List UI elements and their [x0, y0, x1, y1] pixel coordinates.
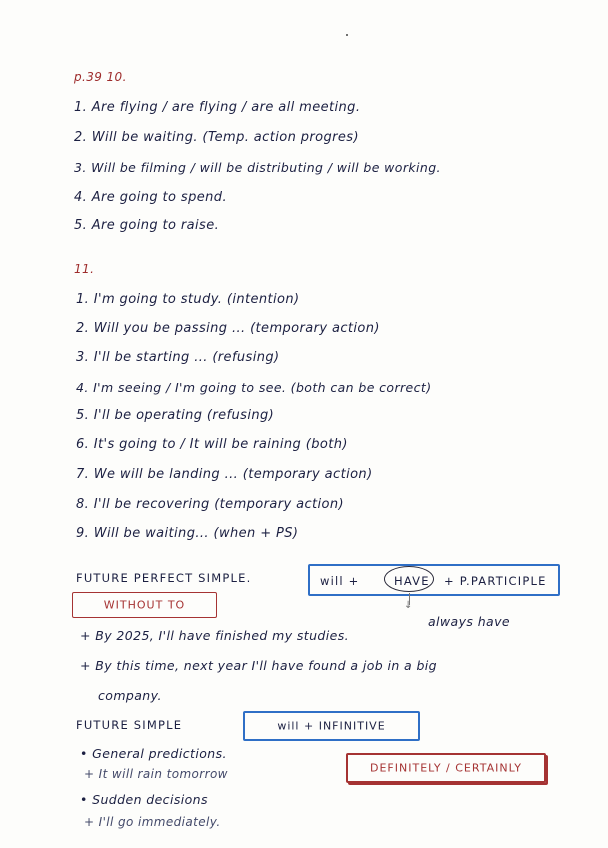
future-perfect-formula-box [308, 564, 560, 596]
stray-dot [346, 34, 348, 36]
exercise-10-line-2: 2. Will be waiting. (Temp. action progres) [74, 130, 359, 145]
exercise-11-line-9: 9. Will be waiting... (when + PS) [76, 526, 299, 541]
have-circle [384, 566, 434, 592]
exercise-10-line-4: 4. Are going to spend. [74, 190, 227, 205]
exercise-10-line-1: 1. Are flying / are flying / are all meeting. [74, 100, 361, 115]
have-arrow-head: ↓ [404, 600, 413, 611]
without-to-text: WITHOUT TO [103, 598, 186, 612]
exercise-11-line-5: 5. I'll be operating (refusing) [76, 408, 275, 423]
definitely-box [346, 753, 546, 783]
future-simple-item-3: • Sudden decisions [80, 792, 208, 807]
future-simple-item-1: • General predictions. [80, 746, 227, 761]
future-simple-item-2: + It will rain tomorrow [84, 767, 228, 781]
exercise-11-line-8: 8. I'll be recovering (temporary action) [76, 497, 345, 512]
exercise-10-line-3: 3. Will be filming / will be distributing / will be working. [74, 160, 441, 175]
future-simple-formula-text: will + INFINITIVE [277, 719, 386, 733]
formula-have: HAVE [394, 574, 430, 588]
future-perfect-example-1: + By 2025, I'll have finished my studies. [80, 628, 350, 643]
future-simple-formula-box [243, 711, 420, 741]
future-simple-label: FUTURE SIMPLE [76, 718, 183, 732]
always-have-note: always have [428, 614, 510, 629]
formula-participle: + P.PARTICIPLE [444, 574, 547, 588]
exercise-11-line-3: 3. I'll be starting ... (refusing) [76, 350, 280, 365]
exercise-11-line-6: 6. It's going to / It will be raining (both) [76, 437, 348, 452]
future-simple-item-4: + I'll go immediately. [84, 815, 221, 829]
future-perfect-example-2-cont: company. [98, 688, 162, 703]
exercise-11-line-7: 7. We will be landing ... (temporary action) [76, 467, 373, 482]
future-perfect-example-2: + By this time, next year I'll have found a job in a big [80, 658, 438, 673]
exercise-11-heading: 11. [74, 262, 95, 276]
formula-will: will + [320, 574, 360, 588]
exercise-11-line-2: 2. Will you be passing ... (temporary action) [76, 321, 380, 336]
exercise-11-line-1: 1. I'm going to study. (intention) [76, 292, 300, 307]
exercise-10-line-5: 5. Are going to raise. [74, 218, 220, 233]
exercise-11-line-4: 4. I'm seeing / I'm going to see. (both can be correct) [76, 380, 432, 395]
exercise-10-heading: p.39 10. [74, 70, 127, 84]
definitely-text: DEFINITELY / CERTAINLY [370, 761, 522, 775]
future-perfect-label: FUTURE PERFECT SIMPLE. [76, 571, 252, 585]
without-to-box [72, 592, 217, 618]
